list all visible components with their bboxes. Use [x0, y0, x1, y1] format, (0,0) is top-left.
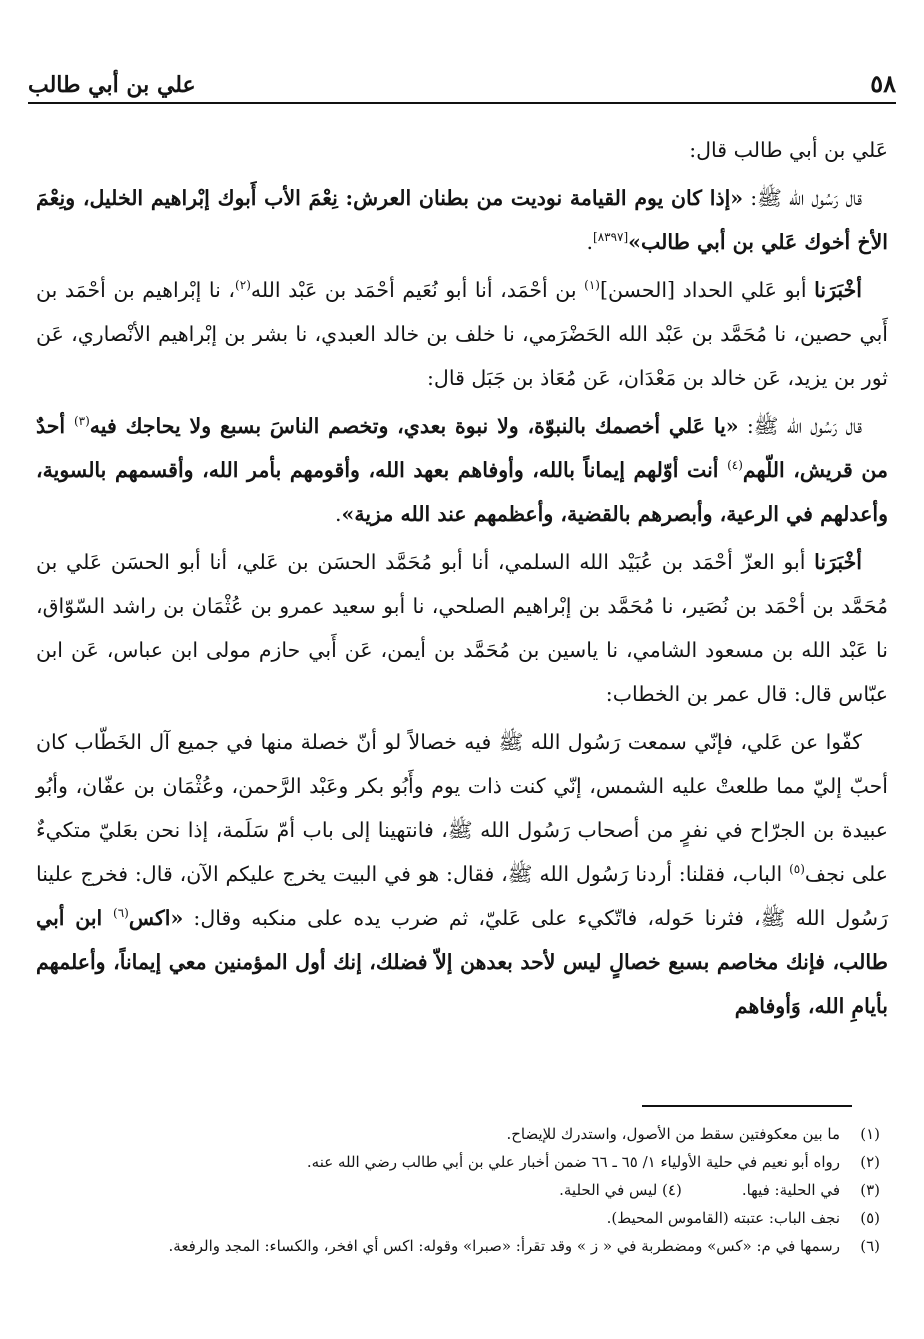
footnote-text: ما بين معكوفتين سقط من الأصول، واستدرك للإيضاح. [506, 1125, 840, 1143]
hadith-text: أنت أوّلهم إيماناً بالله، وأوفاهم بعهد الله، وأقومهم بأمر الله، وأقسمهم بالسوية، وأعدلهم في الرعية، وأبصرهم بالقضية، وأعظمهم عند الله مزية» [36, 458, 888, 526]
footnote-text: رسمها في م: «كس» ومضطربة في « ز » وقد تقرأ: «صبرا» وقوله: اكس أي افخر، والكساء: المجد والرفعة. [168, 1237, 840, 1255]
footnote-number: (٦) [860, 1237, 880, 1255]
footnote-text: في الحلية: فيها. [741, 1181, 840, 1199]
footnotes [60, 1120, 880, 1260]
footnote-text: نجف الباب: عتبته (القاموس المحيط). [606, 1209, 840, 1227]
paragraph-end: . [335, 502, 342, 526]
isnad-text: أبو عَلي الحداد [الحسن] [599, 278, 815, 302]
footnote [60, 1204, 880, 1232]
footnote-text: ليس في الحلية. [559, 1181, 658, 1199]
footnote-ref: (٢) [235, 278, 251, 293]
hadith-paragraph [36, 176, 888, 264]
hadith-text: ابن أبي طالب، فإنك مخاصم بسبع خصالٍ ليس لأحد بعدهن إلاّ فضلك، إنك أول المؤمنين معي إيماناً، وأعلمهم بأيامِ الله، وَأوفاهم [36, 906, 888, 1018]
isnad-paragraph [36, 268, 888, 400]
hadith-text: «يا عَلي أخصمك بالنبوّة، ولا نبوة بعدي، وتخصم الناسَ بسبع ولا يحاجك فيه [89, 414, 739, 438]
footnote [60, 1232, 880, 1260]
footnote-ref: (١) [584, 278, 600, 293]
main-text [36, 128, 888, 1032]
footnote-ref: (٣) [73, 414, 90, 429]
isnad-lead: أخْبَرَنا [814, 278, 862, 302]
hadith-text: أحدٌ من قريش، اللّهم [36, 414, 889, 482]
hadith-text: «اكس [128, 906, 184, 930]
isnad-text: أبو العزّ أحْمَد بن عُبَيْد الله السلمي، أنا أبو مُحَمَّد الحسَن بن عَلي، أنا أبو الحسَن عَلي بن مُحَمَّد بن أحْمَد بن نُصَير، نا مُحَمَّد بن إبْراهيم الصلحي، نا أبو سعيد عمرو بن عُثْمَان بن راشد السّوّاق، نا عَبْد الله بن مسعود الشامي، نا ياسين بن مُحَمَّد بن أيمن، عَن أَبي حازم مولى ابن عباس، عَن ابن عبّاس قال: قال عمر بن الخطاب: [36, 550, 888, 706]
isnad-paragraph [36, 540, 888, 716]
chapter-heading: عَلي بن أبي طالب قال: [689, 138, 888, 162]
hadith-lead: قال رَسُول الله ﷺ: [738, 414, 862, 438]
footnote-number: (٣) [860, 1181, 880, 1199]
narration-text: الباب، فقلنا: أردنا رَسُول الله ﷺ، فقال: هو في البيت يخرج عليكم الآن، قال: فخرج علينا رَسُول الله ﷺ، فثرنا حَوله، فاتّكيء على عَليّ، ثم ضرب يده على منكبه وقال: [36, 862, 888, 930]
running-title: علي بن أبي طالب [28, 72, 196, 98]
hadith-text: «إذا كان يوم القيامة نوديت من بطنان العرش: نِعْمَ الأب أَبوك إبْراهيم الخليل، ونِعْمَ الأخ أخوك عَلي بن أبي طالب» [36, 186, 888, 254]
footnote-text: رواه أبو نعيم في حلية الأولياء ١/ ٦٥ ـ ٦٦ ضمن أخبار علي بن أبي طالب رضي الله عنه. [306, 1153, 840, 1171]
chapter-heading-paragraph [36, 128, 888, 172]
footnote-ref: (٦) [113, 906, 129, 921]
footnote [60, 1176, 880, 1204]
footnote-number: (١) [860, 1125, 880, 1143]
paragraph-end: . [586, 230, 594, 254]
hadith-number: [٨٣٩٧] [593, 230, 629, 245]
page-number: ٥٨ [870, 69, 896, 98]
footnote [60, 1148, 880, 1176]
footnote-number: (٥) [860, 1209, 880, 1227]
narration-paragraph [36, 720, 888, 1028]
footnote-number: (٢) [860, 1153, 880, 1171]
footnote [60, 1120, 880, 1148]
footnote-ref: (٤) [727, 458, 743, 473]
footnote-divider [642, 1105, 852, 1107]
isnad-lead: أخْبَرَنا [814, 550, 862, 574]
hadith-lead: قال رَسُول الله ﷺ: [743, 186, 862, 210]
isnad-text: ، نا إبْراهيم بن أحْمَد بن أَبي حصين، نا مُحَمَّد بن عَبْد الله الحَضْرَمي، نا خلف بن خالد العبدي، نا بشر بن إبْراهيم الأنْصاري، عَن ثور بن يزيد، عَن خالد بن مَعْدَان، عَن مُعَاذ بن جَبَل قال: [36, 278, 888, 390]
page-header [28, 58, 896, 104]
hadith-paragraph [36, 404, 888, 536]
footnote-number: (٤) [662, 1181, 682, 1199]
footnote-pair [559, 1176, 840, 1204]
narration-text: كفّوا عن عَلي، فإنّي سمعت رَسُول الله ﷺ فيه خصالاً لو أنّ خصلة منها في جميع آل الخَطّاب كان أحبّ إليّ مما طلعتْ عليه الشمس، إنّي كنت ذات يوم وأَبُو بكر وعَبْد الرَّحمن، وعُثْمَان بن عفّان، وأبُو عبيدة بن الجرّاح في نفرٍ من أصحاب رَسُول الله ﷺ، فانتهينا إلى باب أمّ سَلَمة، إذا نحن بعَليّ متكيءٌ على نجف [36, 730, 888, 886]
isnad-text: بن أحْمَد، أنا أبو نُعَيم أحْمَد بن عَبْد الله [250, 278, 585, 302]
footnote-ref: (٥) [789, 862, 805, 877]
